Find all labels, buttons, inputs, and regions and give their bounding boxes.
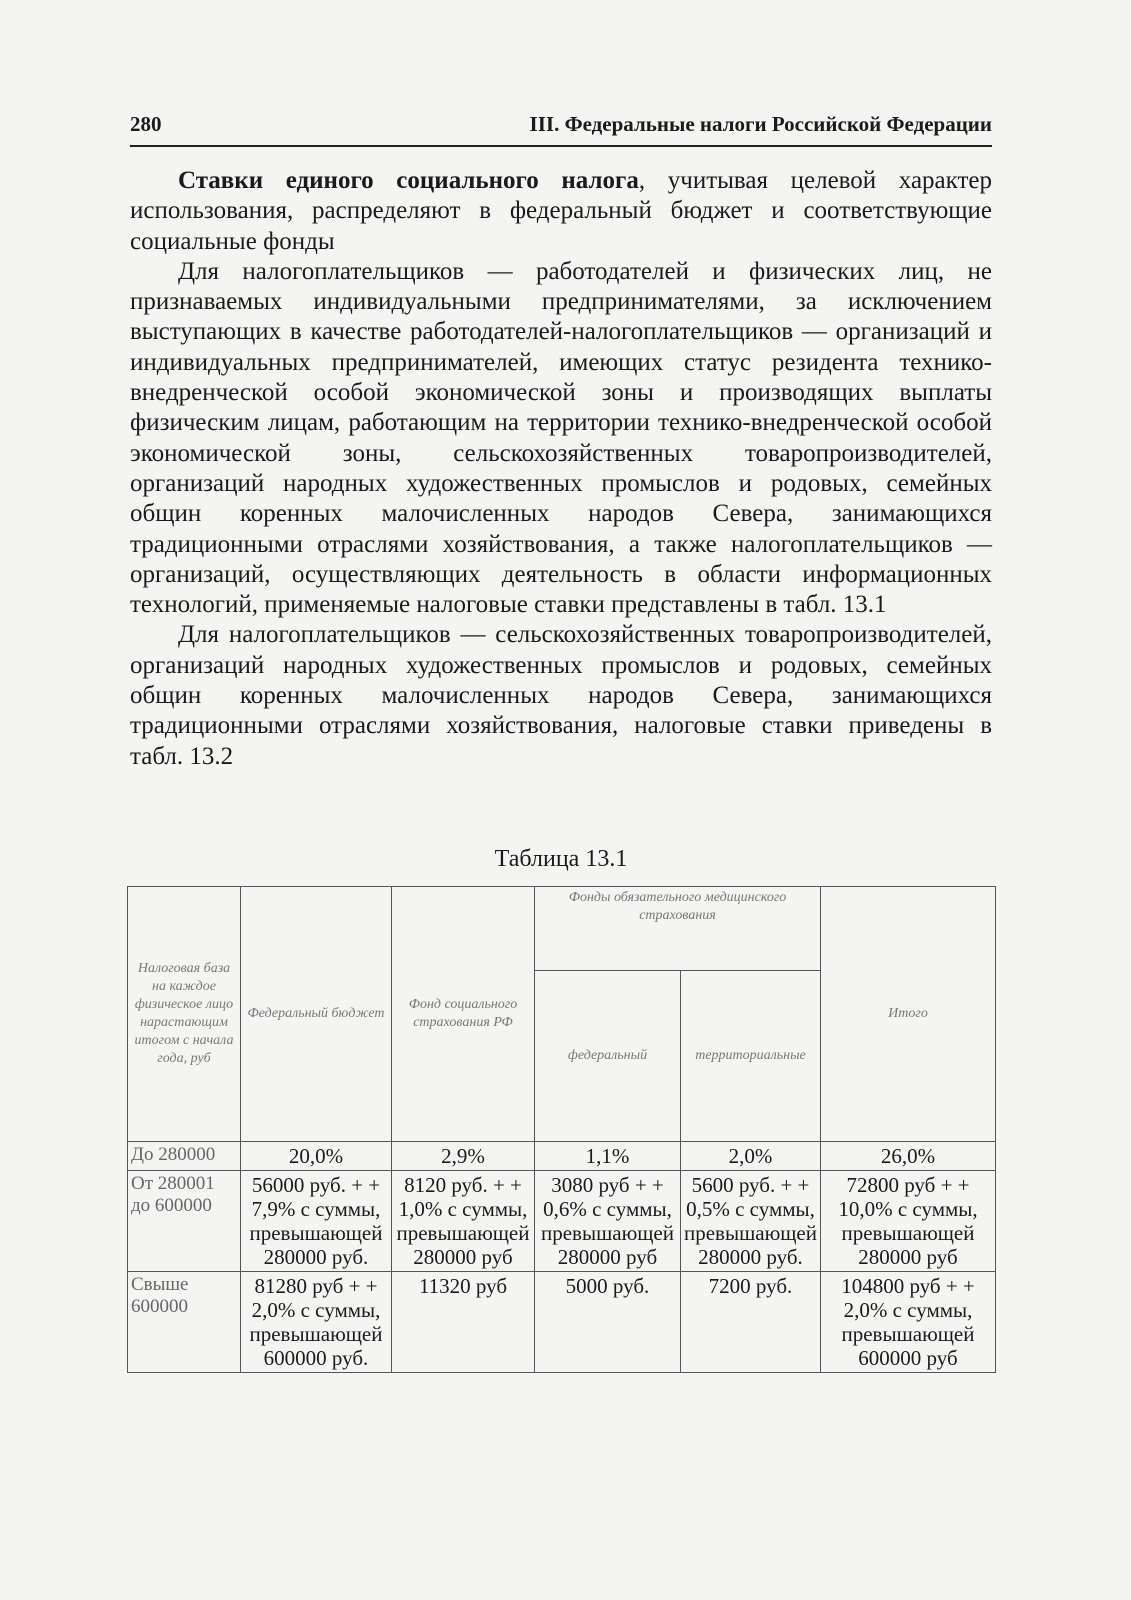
cell-pension-fund: 2,9% (392, 1142, 535, 1171)
cell-total: 104800 руб + + 2,0% с суммы, превышающей 600000 руб (821, 1272, 996, 1373)
cell-federal-budget: 56000 руб. + + 7,9% с суммы, превышающей 280000 руб. (241, 1171, 392, 1272)
header-base: Налоговая база на каждое физическое лицо нарастающим итогом с начала года, руб (128, 887, 241, 1142)
paragraph-1 (130, 166, 992, 257)
header-medical-federal: федеральный (535, 971, 681, 1142)
header-pension-fund: Фонд социального страхования РФ (392, 887, 535, 1142)
cell-base: До 280000 (128, 1142, 241, 1171)
tax-rates-table (127, 886, 996, 1373)
cell-medical-territorial: 2,0% (681, 1142, 821, 1171)
header-total: Итого (821, 887, 996, 1142)
cell-base: Свыше 600000 (128, 1272, 241, 1373)
cell-medical-federal: 5000 руб. (535, 1272, 681, 1373)
cell-pension-fund: 8120 руб. + + 1,0% с суммы, превышающей 280000 руб (392, 1171, 535, 1272)
section-title: III. Федеральные налоги Российской Федерации (529, 112, 992, 136)
cell-base: От 280001 до 600000 (128, 1171, 241, 1272)
paragraph-3: Для налогоплательщиков — сельскохозяйственных товаропроизводителей, организаций народных художественных промыслов и родовых, семейных общин коренных малочисленных народов Севера, занимающихся традиционными отраслями хозяйствования, налоговые ставки приведены в табл. 13.2 (130, 621, 992, 770)
cell-pension-fund: 11320 руб (392, 1272, 535, 1373)
cell-medical-territorial: 5600 руб. + + 0,5% с суммы, превышающей 280000 руб. (681, 1171, 821, 1272)
cell-medical-territorial: 7200 руб. (681, 1272, 821, 1373)
cell-medical-federal: 1,1% (535, 1142, 681, 1171)
cell-federal-budget: 20,0% (241, 1142, 392, 1171)
cell-total: 26,0% (821, 1142, 996, 1171)
cell-total: 72800 руб + + 10,0% с суммы, превышающей 280000 руб (821, 1171, 996, 1272)
header-federal-budget: Федеральный бюджет (241, 887, 392, 1142)
table-caption: Таблица 13.1 (494, 846, 628, 872)
header-rule (130, 145, 992, 147)
table-row (128, 1171, 996, 1272)
table-row (128, 1272, 996, 1373)
running-head (130, 112, 992, 137)
cell-federal-budget: 81280 руб + + 2,0% с суммы, превышающей 600000 руб. (241, 1272, 392, 1373)
paragraph-1-bold: Ставки единого социального налога (178, 167, 639, 194)
table-row (128, 1142, 996, 1171)
header-medical-group: Фонды обязательного медицинского страхования (535, 887, 821, 971)
body-text (130, 166, 992, 772)
paragraph-2: Для налогоплательщиков — работодателей и физических лиц, не признаваемых индивидуальными предпринимателями, за исключением выступающих в качестве работодателей-налогоплательщиков — организаций и индивидуальных предпринимателей, имеющих статус резидента технико-внедренческой особой экономической зоны и производящих выплаты физическим лицам, работающим на территории технико-внедренческой особой экономической зоны, сельскохозяйственных товаропроизводителей, организаций народных художественных промыслов и родовых, семейных общин коренных малочисленных народов Севера, занимающихся традиционными отраслями хозяйствования, а также налогоплательщиков — организаций, осуществляющих деятельность в области информационных технологий, применяемые налоговые ставки представлены в табл. 13.1 (130, 257, 992, 619)
cell-medical-federal: 3080 руб + + 0,6% с суммы, превышающей 280000 руб (535, 1171, 681, 1272)
header-medical-territorial: территориальные (681, 971, 821, 1142)
paragraph-1-text: , учитывая целевой характер использования, распределяют в федеральный бюджет и соответствующие социальные фонды (130, 167, 992, 255)
page-number: 280 (130, 112, 162, 136)
table-header-row-1 (128, 887, 996, 971)
